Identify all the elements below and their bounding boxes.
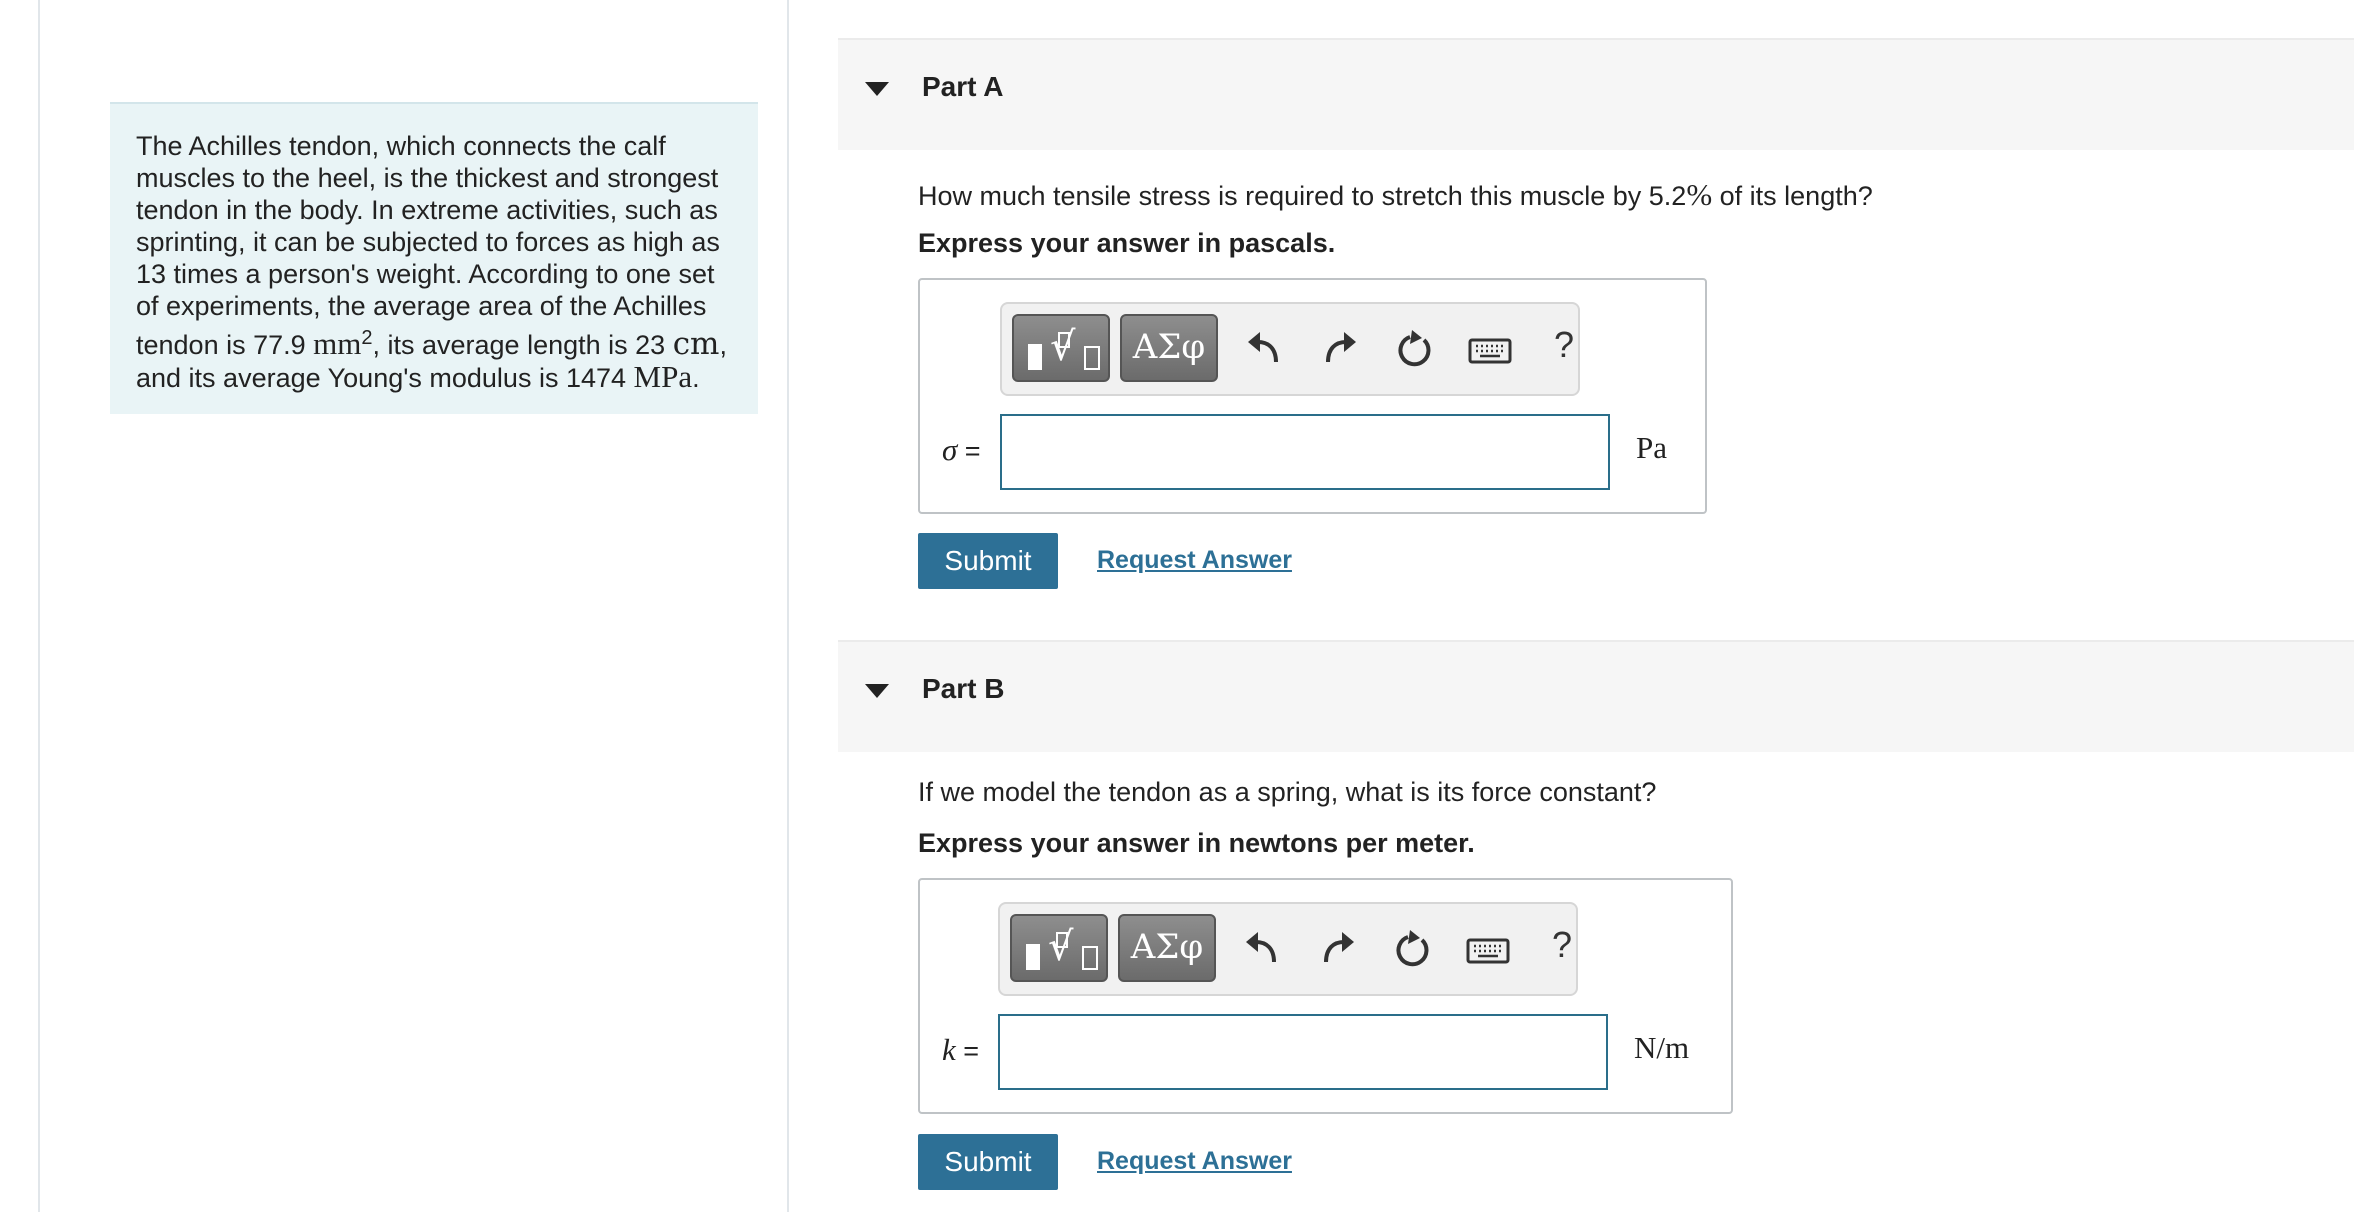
part-a-title: Part A (922, 71, 1004, 102)
part-b-header[interactable] (838, 640, 2354, 752)
part-b-question (918, 777, 1656, 808)
area-unit: mm (313, 326, 362, 361)
undo-icon[interactable] (1238, 926, 1286, 974)
modulus-unit: MPa (633, 359, 693, 394)
reset-icon[interactable] (1388, 926, 1436, 974)
length-unit: cm (672, 326, 720, 362)
part-b-title: Part B (922, 673, 1005, 704)
part-a-submit-button[interactable]: Submit (918, 533, 1058, 589)
left-border (38, 0, 40, 1212)
part-b-request-answer-link[interactable]: Request Answer (1097, 1147, 1292, 1175)
keyboard-icon[interactable] (1464, 926, 1512, 974)
part-a-question-text: How much tensile stress is required to stretch this muscle by 5.2 (918, 181, 1687, 211)
redo-icon[interactable] (1316, 326, 1364, 374)
problem-text-2: , its average length is 23 (372, 330, 673, 360)
problem-text-4: . (692, 363, 700, 393)
problem-text-3: , and its average Young's modulus is 1474 (136, 330, 727, 393)
equals-sign: = (955, 1036, 980, 1066)
column-divider (787, 0, 789, 1212)
part-b-answer-input[interactable] (998, 1014, 1608, 1090)
part-b-unit: N/m (1634, 1030, 1690, 1065)
part-b-answer-box (918, 878, 1733, 1114)
part-a-unit: Pa (1636, 430, 1667, 465)
part-b-question-text: If we model the tendon as a spring, what is its force constant? (918, 777, 1657, 807)
problem-text-1: The Achilles tendon, which connects the calf muscles to the heel, is the thickest and strongest tendon in the body. In extreme activities, such as sprinting, it can be subjected to forces as high as 13 times a person's weight. According to one set of experiments, the average area of the Achilles tendon is 77.9 (136, 131, 720, 360)
part-b-instruction: Express your answer in newtons per meter. (918, 828, 1475, 858)
caret-down-icon[interactable] (865, 684, 889, 698)
templates-button[interactable]: √ (1012, 314, 1110, 382)
help-button[interactable]: ? (1554, 324, 1575, 365)
templates-button[interactable]: √ (1010, 914, 1108, 982)
symbols-button[interactable]: ΑΣφ (1120, 314, 1218, 382)
area-exponent: 2 (361, 327, 373, 349)
part-a-answer-input[interactable] (1000, 414, 1610, 490)
keyboard-icon[interactable] (1466, 326, 1514, 374)
redo-icon[interactable] (1314, 926, 1362, 974)
part-a-question (918, 177, 1873, 213)
part-a-question-end: of its length? (1712, 181, 1873, 211)
undo-icon[interactable] (1240, 326, 1288, 374)
part-a-header[interactable] (838, 38, 2354, 150)
part-b-submit-button[interactable]: Submit (918, 1134, 1058, 1190)
sigma-variable: σ (942, 432, 958, 467)
caret-down-icon[interactable] (865, 82, 889, 96)
percent-sign: % (1686, 177, 1713, 212)
part-a-answer-box (918, 278, 1707, 514)
equals-sign: = (957, 436, 981, 466)
problem-statement (110, 102, 758, 414)
part-a-request-answer-link[interactable]: Request Answer (1097, 546, 1292, 574)
help-button[interactable]: ? (1552, 924, 1573, 965)
k-label (942, 1032, 979, 1068)
part-a-instruction: Express your answer in pascals. (918, 228, 1336, 258)
reset-icon[interactable] (1390, 326, 1438, 374)
math-toolbar (1000, 302, 1580, 396)
symbols-button[interactable]: ΑΣφ (1118, 914, 1216, 982)
sigma-label (942, 432, 981, 468)
k-variable: k (942, 1032, 956, 1067)
math-toolbar (998, 902, 1578, 996)
